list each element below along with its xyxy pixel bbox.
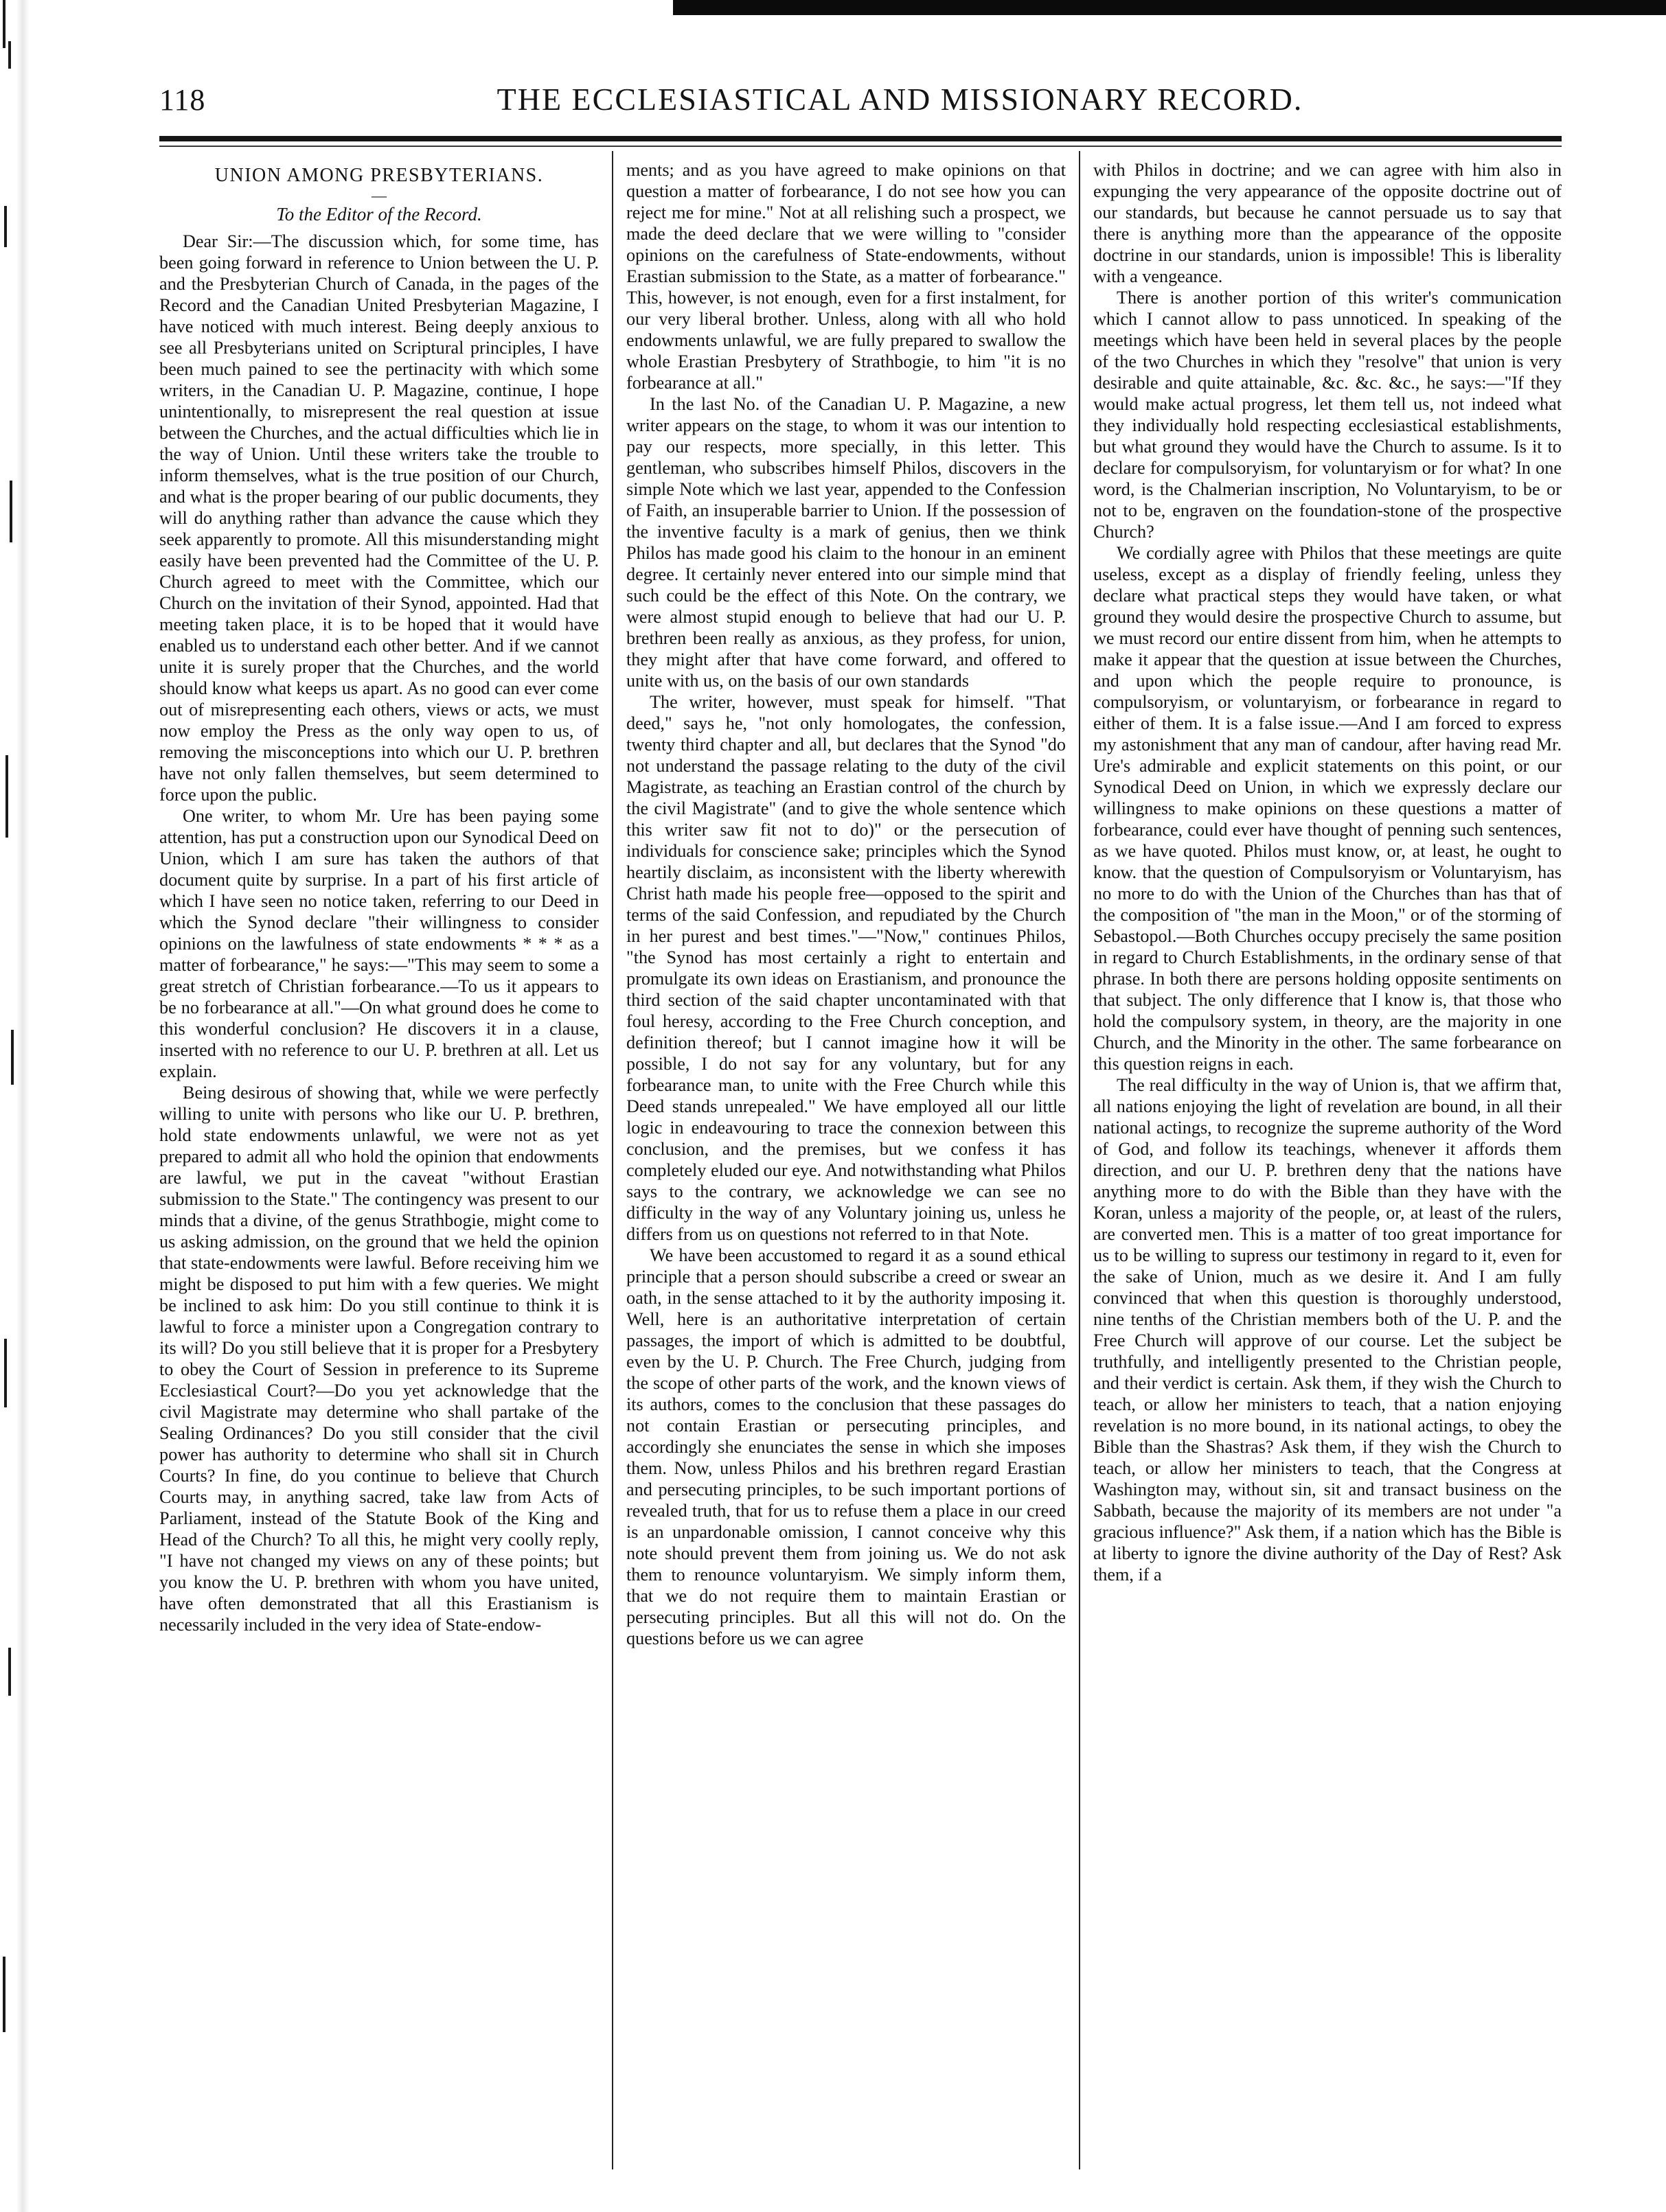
top-edge-bar bbox=[673, 0, 1666, 15]
paragraph: One writer, to whom Mr. Ure has been paying some attention, has put a construction upon our Synodical Deed on Union, which I am sure has taken the authors of that document quite by surprise. In a part of his first article of which I have seen no notice taken, referring to our Deed in which the Synod declare "their willingness to consider opinions on the lawfulness of state endowments * * * as a matter of forbearance," he says:—"This may seem to some a great stretch of Christian forbearance.—To us it appears to be no forbearance at all."—On what ground does he come to this wonderful conclusion? He discovers it in a clause, inserted with no reference to our U. P. brethren at all. Let us explain. bbox=[159, 806, 599, 1081]
header-rule-thin bbox=[159, 146, 1562, 147]
paragraph: In the last No. of the Canadian U. P. Magazine, a new writer appears on the stage, to whom it was our intention to pay our respects, more specially, in this letter. This gentleman, who subscribes himself Philos, discovers in the simple Note which we last year, appended to the Confession of Faith, an insuperable barrier to Union. If the possession of the inventive faculty is a mark of genius, then we think Philos has made good his claim to the honour in an eminent degree. It certainly never entered into our simple mind that such could be the effect of this Note. On the contrary, we were almost stupid enough to believe that had our U. P. brethren been really as anxious, as they profess, for union, they might after that have come forward, and offered to unite with us, on the basis of our own standards bbox=[626, 394, 1066, 691]
page-header bbox=[159, 81, 1562, 143]
paragraph: Dear Sir:—The discussion which, for some time, has been going forward in reference to Union between the U. P. and the Presbyterian Church of Canada, in the pages of the Record and the Canadian United Presbyterian Magazine, I have noticed with much interest. Being deeply anxious to see all Presbyterians united on Scriptural principles, I have been much pained to see the pertinacity with which some writers, in the Canadian U. P. Magazine, continue, I hope unintentionally, to misrepresent the real question at issue between the Churches, and the actual difficulties which lie in the way of Union. Until these writers take the trouble to inform themselves, what is the true position of our Church, and what is the proper bearing of our public documents, they will do anything rather than advance the cause which they seek apparently to promote. All this misunderstanding might easily have been prevented had the Committee of the U. P. Church agreed to meet with the Committee, which our Church on the invitation of their Synod, appointed. Had that meeting taken place, it is to be hoped that it would have enabled us to understand each other better. And if we cannot unite it is surely proper that the Churches, and the world should know what keeps us apart. As no good can ever come out of misrepresenting each others, views or acts, we must now employ the Press as the only way open to us, of removing the misconceptions into which our U. P. brethren have not only fallen themselves, but seem determined to force upon the public. bbox=[159, 231, 599, 805]
article-salutation-line: To the Editor of the Record. bbox=[276, 204, 482, 224]
article-headline: UNION AMONG PRESBYTERIANS. bbox=[214, 165, 544, 186]
column-3 bbox=[1093, 159, 1562, 2164]
paragraph: We have been accustomed to regard it as a sound ethical principle that a person should subscribe a creed or swear an oath, in the sense attached to it by the authority imposing it. Well, here is an authoritative interpretation of certain passages, the import of which is admitted to be doubtful, even by the U. P. Church. The Free Church, judging from the scope of other parts of the work, and the known views of its authors, comes to the conclusion that these passages do not contain Erastian or persecuting principles, and accordingly she enunciates the sense in which she imposes them. Now, unless Philos and his brethren regard Erastian and persecuting principles, to be such important portions of revealed truth, that for us to refuse them a place in our creed is an unpardonable omission, I cannot conceive why this note should prevent them from joining us. We do not ask them to renounce voluntaryism. We simply inform them, that we do not require them to maintain Erastian or persecuting principles. But all this will not do. On the questions before us we can agree bbox=[626, 1245, 1066, 1648]
paragraph: There is another portion of this writer's communication which I cannot allow to pass unnoticed. In speaking of the meetings which have been held in several places by the people of the two Churches in which they "resolve" that union is very desirable and quite attainable, &c. &c. &c., he says:—"If they would make actual progress, let them tell us, not indeed what they individually hold respecting ecclesiastical establishments, but what ground they would have the Church to assume. Is it to declare for compulsoryism, for voluntaryism or for what? In one word, is the Chalmerian inscription, No Voluntaryism, to be or not to be, engraven on the foundation-stone of the prospective Church? bbox=[1093, 288, 1562, 542]
paragraph: with Philos in doctrine; and we can agree with him also in expunging the very appearance of the opposite doctrine out of our standards, but because he cannot persuade us to say that there is anything more than the appearance of the opposite doctrine in our standards, union is impossible! This is liberality with a vengeance. bbox=[1093, 160, 1562, 286]
column-1 bbox=[159, 159, 599, 2164]
column-2 bbox=[626, 159, 1066, 2164]
headline-dash: — bbox=[372, 187, 387, 204]
running-title: THE ECCLESIASTICAL AND MISSIONARY RECORD. bbox=[497, 82, 1303, 117]
paragraph: The real difficulty in the way of Union is, that we affirm that, all nations enjoying the light of revelation are bound, in all their national actings, to recognize the supreme authority of the Word of God, and follow its teachings, whenever it affords them direction, and our U. P. brethren deny that the nations have anything more to do with the Bible than they have with the Koran, unless a majority of the people, or, at least of the rulers, are converted men. This is a matter of too great importance for us to be willing to supress our testimony in regard to it, even for the sake of Union, much as we desire it. And I am fully convinced that when this question is thoroughly understood, nine tenths of the Christian members both of the U. P. and the Free Church will approve of our course. Let the subject be truthfully, and intelligently presented to the Christian people, and their verdict is certain. Ask them, if they wish the Church to teach, or allow her ministers to teach, that a nation enjoying revelation is no more bound, in its national actings, to obey the Bible than the Shastras? Ask them, if they wish the Church to teach, or allow her ministers to teach, that the Congress at Washington may, without sin, sit and transact business on the Sabbath, because the majority of its members are not under "a gracious influence?" Ask them, if a nation which has the Bible is at liberty to ignore the divine authority of the Day of Rest? Ask them, if a bbox=[1093, 1075, 1562, 1585]
paragraph: We cordially agree with Philos that these meetings are quite useless, except as a display of friendly feeling, unless they declare what practical steps they would have taken, or what ground they would desire the prospective Church to assume, but we must record our entire dissent from him, when he attempts to make it appear that the question at issue between the Churches, and upon which the people require to pronounce, is compulsoryism, or voluntaryism, or forbearance in regard to either of them. It is a false issue.—And I am forced to express my astonishment that any man of candour, after having read Mr. Ure's admirable and explicit statements on this point, or our Synodical Deed on Union, in which we expressly declare our willingness to make opinions on these questions a matter of forbearance, could ever have thought of penning such sentences, as we have quoted. Philos must know, or, at least, he ought to know. that the question of Compulsoryism or Voluntaryism, has no more to do with the Union of the Churches than has that of the composition of "the man in the Moon," or of the storming of Sebastopol.—Both Churches occupy precisely the same position in regard to Church Establishments, in the ordinary sense of that phrase. In both there are persons holding opposite sentiments on that subject. The only difference that I know is, that those who hold the compulsory system, in theory, are the majority in one Church, and the Minority in the other. The same forbearance on this question reigns in each. bbox=[1093, 543, 1562, 1074]
page-number: 118 bbox=[159, 83, 206, 117]
paragraph: The writer, however, must speak for himself. "That deed," says he, "not only homologates, the confession, twenty third chapter and all, but declares that the Synod "do not understand the passage relating to the duty of the civil Magistrate, as teaching an Erastian control of the church by the civil Magistrate" (and to give the whole sentence which this writer saw fit not to do)" or the persecution of individuals for conscience sake; principles which the Synod heartily disclaim, as inconsistent with the liberty wherewith Christ hath made his people free—opposed to the spirit and terms of the said Confession, and repudiated by the Church in her purest and best times."—"Now," continues Philos, "the Synod has most certainly a right to entertain and promulgate its own ideas on Erastianism, and pronounce the third section of the said chapter uncontaminated with that foul heresy, according to the Free Church conception, and definition thereof; but I cannot imagine how it will be possible, I do not say for any voluntary, but for any forbearance man, to unite with the Free Church while this Deed stands unrepealed." We have employed all our little logic in endeavouring to trace the connexion between this conclusion, and the premises, but we confess it has completely eluded our eye. And notwithstanding what Philos says to the contrary, we acknowledge we can see no difficulty in the way of any Voluntary joining us, unless he differs from us on questions not referred to in that Note. bbox=[626, 692, 1066, 1244]
binding-edge bbox=[0, 0, 65, 2212]
column-divider bbox=[1079, 151, 1080, 2169]
paragraph: Being desirous of showing that, while we were perfectly willing to unite with persons who like our U. P. brethren, hold state endowments unlawful, we were not as yet prepared to admit all who hold the opinion that endowments are lawful, we put in the caveat "without Erastian submission to the State." The contingency was present to our minds that a divine, of the genus Strathbogie, might come to us asking admission, on the ground that we held the opinion that state-endowments were lawful. Before receiving him we might be disposed to put him with a few queries. We might be inclined to ask him: Do you still continue to think it is lawful to force a minister upon a Congregation contrary to its will? Do you still believe that it is proper for a Presbytery to obey the Court of Session in preference to its Supreme Ecclesiastical Court?—Do you yet acknowledge that the civil Magistrate may determine who shall partake of the Sealing Ordinances? Do you still consider that the civil power has authority to determine who shall sit in Church Courts? In fine, do you continue to believe that Church Courts may, in anything sacred, take law from Acts of Parliament, instead of the Statute Book of the King and Head of the Church? To all this, he might very coolly reply, "I have not changed my views on any of these points; but you know the U. P. brethren with whom you have united, have often demonstrated that all this Erastianism is necessarily included in the very idea of State-endow- bbox=[159, 1083, 599, 1635]
header-rule bbox=[159, 136, 1562, 141]
paragraph: ments; and as you have agreed to make opinions on that question a matter of forbearance, I do not see how you can reject me for mine." Not at all relishing such a prospect, we made the deed declare that we were willing to "consider opinions on the carefulness of State-endowments, without Erastian submission to the State, as a matter of forbearance." This, however, is not enough, even for a first instalment, for our very liberal brother. Unless, along with all who hold endowments unlawful, we are fully prepared to swallow the whole Erastian Presbytery of Strathbogie, to him "it is no forbearance at all." bbox=[626, 160, 1066, 393]
column-divider bbox=[612, 151, 613, 2169]
